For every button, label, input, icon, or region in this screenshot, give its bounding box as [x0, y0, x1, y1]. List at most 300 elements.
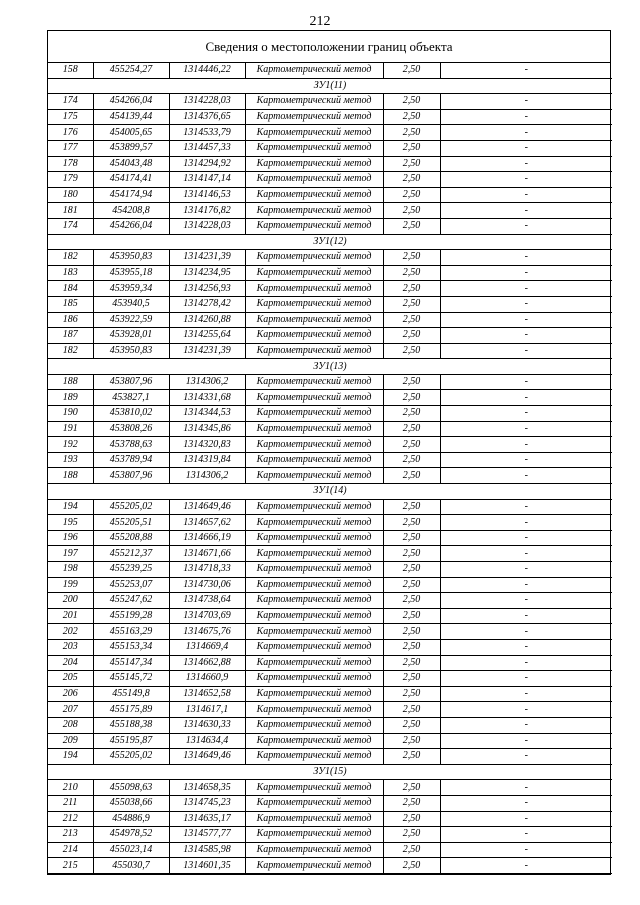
accuracy-cell: 2,50	[383, 671, 440, 687]
table-row	[48, 686, 612, 702]
section-header-row	[48, 234, 612, 250]
accuracy-cell: 2,50	[383, 530, 440, 546]
accuracy-cell: 2,50	[383, 515, 440, 531]
x-coordinate-cell: 455205,02	[93, 499, 169, 515]
x-coordinate-cell: 454208,8	[93, 203, 169, 219]
y-coordinate-cell: 1314649,46	[169, 749, 245, 765]
method-cell: Картометрический метод	[245, 156, 383, 172]
y-coordinate-cell: 1314176,82	[169, 203, 245, 219]
point-number-cell: 191	[48, 421, 93, 437]
y-coordinate-cell: 1314344,53	[169, 406, 245, 422]
point-number-cell: 194	[48, 749, 93, 765]
x-coordinate-cell: 455247,62	[93, 593, 169, 609]
description-cell: -	[440, 858, 612, 874]
x-coordinate-cell: 453950,83	[93, 343, 169, 359]
method-cell: Картометрический метод	[245, 827, 383, 843]
y-coordinate-cell: 1314718,33	[169, 562, 245, 578]
table-row	[48, 406, 612, 422]
point-number-cell: 185	[48, 296, 93, 312]
table-row	[48, 187, 612, 203]
x-coordinate-cell: 453807,96	[93, 374, 169, 390]
y-coordinate-cell: 1314675,76	[169, 624, 245, 640]
point-number-cell: 213	[48, 827, 93, 843]
x-coordinate-cell: 455030,7	[93, 858, 169, 874]
description-cell: -	[440, 702, 612, 718]
accuracy-cell: 2,50	[383, 265, 440, 281]
point-number-cell: 214	[48, 842, 93, 858]
table-row	[48, 499, 612, 515]
y-coordinate-cell: 1314306,2	[169, 468, 245, 484]
table-row	[48, 312, 612, 328]
table-row	[48, 203, 612, 219]
x-coordinate-cell: 455205,02	[93, 749, 169, 765]
accuracy-cell: 2,50	[383, 390, 440, 406]
y-coordinate-cell: 1314376,65	[169, 109, 245, 125]
description-cell: -	[440, 515, 612, 531]
point-number-cell: 193	[48, 452, 93, 468]
description-cell: -	[440, 562, 612, 578]
y-coordinate-cell: 1314255,64	[169, 328, 245, 344]
x-coordinate-cell: 455175,89	[93, 702, 169, 718]
section-label: ЗУ1(14)	[48, 484, 612, 500]
method-cell: Картометрический метод	[245, 63, 383, 78]
description-cell: -	[440, 343, 612, 359]
y-coordinate-cell: 1314446,22	[169, 63, 245, 78]
description-cell: -	[440, 468, 612, 484]
x-coordinate-cell: 453940,5	[93, 296, 169, 312]
accuracy-cell: 2,50	[383, 842, 440, 858]
table-row	[48, 328, 612, 344]
accuracy-cell: 2,50	[383, 749, 440, 765]
table-row	[48, 827, 612, 843]
point-number-cell: 188	[48, 468, 93, 484]
description-cell: -	[440, 452, 612, 468]
description-cell: -	[440, 593, 612, 609]
method-cell: Картометрический метод	[245, 390, 383, 406]
y-coordinate-cell: 1314730,06	[169, 577, 245, 593]
x-coordinate-cell: 454266,04	[93, 218, 169, 234]
y-coordinate-cell: 1314345,86	[169, 421, 245, 437]
accuracy-cell: 2,50	[383, 125, 440, 141]
x-coordinate-cell: 453959,34	[93, 281, 169, 297]
point-number-cell: 176	[48, 125, 93, 141]
x-coordinate-cell: 453950,83	[93, 250, 169, 266]
accuracy-cell: 2,50	[383, 172, 440, 188]
point-number-cell: 202	[48, 624, 93, 640]
table-row	[48, 437, 612, 453]
table-row	[48, 546, 612, 562]
accuracy-cell: 2,50	[383, 811, 440, 827]
y-coordinate-cell: 1314652,58	[169, 686, 245, 702]
y-coordinate-cell: 1314577,77	[169, 827, 245, 843]
point-number-cell: 206	[48, 686, 93, 702]
method-cell: Картометрический метод	[245, 187, 383, 203]
method-cell: Картометрический метод	[245, 312, 383, 328]
y-coordinate-cell: 1314666,19	[169, 530, 245, 546]
description-cell: -	[440, 218, 612, 234]
point-number-cell: 199	[48, 577, 93, 593]
method-cell: Картометрический метод	[245, 858, 383, 874]
table-row	[48, 125, 612, 141]
table-title: Сведения о местоположении границ объекта	[48, 31, 610, 63]
accuracy-cell: 2,50	[383, 343, 440, 359]
table-row	[48, 109, 612, 125]
y-coordinate-cell: 1314601,35	[169, 858, 245, 874]
description-cell: -	[440, 437, 612, 453]
accuracy-cell: 2,50	[383, 780, 440, 796]
method-cell: Картометрический метод	[245, 717, 383, 733]
point-number-cell: 183	[48, 265, 93, 281]
point-number-cell: 177	[48, 140, 93, 156]
description-cell: -	[440, 733, 612, 749]
point-number-cell: 196	[48, 530, 93, 546]
method-cell: Картометрический метод	[245, 406, 383, 422]
table-row	[48, 671, 612, 687]
table-row	[48, 749, 612, 765]
x-coordinate-cell: 453928,01	[93, 328, 169, 344]
description-cell: -	[440, 281, 612, 297]
y-coordinate-cell: 1314278,42	[169, 296, 245, 312]
table-row	[48, 140, 612, 156]
x-coordinate-cell: 453788,63	[93, 437, 169, 453]
accuracy-cell: 2,50	[383, 437, 440, 453]
point-number-cell: 198	[48, 562, 93, 578]
point-number-cell: 158	[48, 63, 93, 78]
accuracy-cell: 2,50	[383, 608, 440, 624]
table-row	[48, 655, 612, 671]
method-cell: Картометрический метод	[245, 452, 383, 468]
description-cell: -	[440, 795, 612, 811]
point-number-cell: 178	[48, 156, 93, 172]
method-cell: Картометрический метод	[245, 530, 383, 546]
method-cell: Картометрический метод	[245, 281, 383, 297]
point-number-cell: 189	[48, 390, 93, 406]
y-coordinate-cell: 1314331,68	[169, 390, 245, 406]
point-number-cell: 208	[48, 717, 93, 733]
description-cell: -	[440, 717, 612, 733]
table-row	[48, 281, 612, 297]
point-number-cell: 187	[48, 328, 93, 344]
method-cell: Картометрический метод	[245, 655, 383, 671]
accuracy-cell: 2,50	[383, 140, 440, 156]
x-coordinate-cell: 453808,26	[93, 421, 169, 437]
description-cell: -	[440, 655, 612, 671]
x-coordinate-cell: 455163,29	[93, 624, 169, 640]
description-cell: -	[440, 125, 612, 141]
point-number-cell: 195	[48, 515, 93, 531]
point-number-cell: 209	[48, 733, 93, 749]
method-cell: Картометрический метод	[245, 203, 383, 219]
point-number-cell: 182	[48, 250, 93, 266]
x-coordinate-cell: 454266,04	[93, 94, 169, 110]
x-coordinate-cell: 455098,63	[93, 780, 169, 796]
y-coordinate-cell: 1314231,39	[169, 250, 245, 266]
accuracy-cell: 2,50	[383, 655, 440, 671]
point-number-cell: 188	[48, 374, 93, 390]
accuracy-cell: 2,50	[383, 499, 440, 515]
table-row	[48, 702, 612, 718]
y-coordinate-cell: 1314147,14	[169, 172, 245, 188]
accuracy-cell: 2,50	[383, 452, 440, 468]
description-cell: -	[440, 686, 612, 702]
table-row	[48, 608, 612, 624]
accuracy-cell: 2,50	[383, 421, 440, 437]
method-cell: Картометрический метод	[245, 343, 383, 359]
y-coordinate-cell: 1314671,66	[169, 546, 245, 562]
x-coordinate-cell: 454978,52	[93, 827, 169, 843]
table-row	[48, 265, 612, 281]
accuracy-cell: 2,50	[383, 63, 440, 78]
point-number-cell: 180	[48, 187, 93, 203]
method-cell: Картометрический метод	[245, 218, 383, 234]
table-row	[48, 562, 612, 578]
y-coordinate-cell: 1314231,39	[169, 343, 245, 359]
description-cell: -	[440, 499, 612, 515]
x-coordinate-cell: 453955,18	[93, 265, 169, 281]
point-number-cell: 203	[48, 639, 93, 655]
description-cell: -	[440, 94, 612, 110]
x-coordinate-cell: 453922,59	[93, 312, 169, 328]
point-number-cell: 179	[48, 172, 93, 188]
point-number-cell: 182	[48, 343, 93, 359]
accuracy-cell: 2,50	[383, 577, 440, 593]
accuracy-cell: 2,50	[383, 156, 440, 172]
description-cell: -	[440, 296, 612, 312]
y-coordinate-cell: 1314319,84	[169, 452, 245, 468]
table-row	[48, 421, 612, 437]
y-coordinate-cell: 1314617,1	[169, 702, 245, 718]
method-cell: Картометрический метод	[245, 172, 383, 188]
method-cell: Картометрический метод	[245, 593, 383, 609]
table-row	[48, 452, 612, 468]
y-coordinate-cell: 1314256,93	[169, 281, 245, 297]
method-cell: Картометрический метод	[245, 140, 383, 156]
accuracy-cell: 2,50	[383, 468, 440, 484]
y-coordinate-cell: 1314294,92	[169, 156, 245, 172]
description-cell: -	[440, 671, 612, 687]
x-coordinate-cell: 455023,14	[93, 842, 169, 858]
description-cell: -	[440, 187, 612, 203]
y-coordinate-cell: 1314457,33	[169, 140, 245, 156]
method-cell: Картометрический метод	[245, 265, 383, 281]
accuracy-cell: 2,50	[383, 686, 440, 702]
section-label: ЗУ1(11)	[48, 78, 612, 94]
y-coordinate-cell: 1314657,62	[169, 515, 245, 531]
point-number-cell: 210	[48, 780, 93, 796]
table-row	[48, 733, 612, 749]
y-coordinate-cell: 1314306,2	[169, 374, 245, 390]
accuracy-cell: 2,50	[383, 827, 440, 843]
description-cell: -	[440, 577, 612, 593]
table-row	[48, 858, 612, 874]
description-cell: -	[440, 250, 612, 266]
method-cell: Картометрический метод	[245, 374, 383, 390]
x-coordinate-cell: 454139,44	[93, 109, 169, 125]
x-coordinate-cell: 455038,66	[93, 795, 169, 811]
x-coordinate-cell: 455147,34	[93, 655, 169, 671]
method-cell: Картометрический метод	[245, 421, 383, 437]
accuracy-cell: 2,50	[383, 296, 440, 312]
description-cell: -	[440, 140, 612, 156]
y-coordinate-cell: 1314634,4	[169, 733, 245, 749]
table-row	[48, 296, 612, 312]
table-row	[48, 639, 612, 655]
table-row	[48, 593, 612, 609]
y-coordinate-cell: 1314630,33	[169, 717, 245, 733]
x-coordinate-cell: 455188,38	[93, 717, 169, 733]
method-cell: Картометрический метод	[245, 842, 383, 858]
point-number-cell: 175	[48, 109, 93, 125]
accuracy-cell: 2,50	[383, 593, 440, 609]
accuracy-cell: 2,50	[383, 187, 440, 203]
section-label: ЗУ1(15)	[48, 764, 612, 780]
description-cell: -	[440, 811, 612, 827]
description-cell: -	[440, 265, 612, 281]
point-number-cell: 207	[48, 702, 93, 718]
point-number-cell: 201	[48, 608, 93, 624]
coordinates-table	[48, 63, 612, 874]
description-cell: -	[440, 312, 612, 328]
accuracy-cell: 2,50	[383, 858, 440, 874]
x-coordinate-cell: 455145,72	[93, 671, 169, 687]
x-coordinate-cell: 455199,28	[93, 608, 169, 624]
point-number-cell: 215	[48, 858, 93, 874]
point-number-cell: 184	[48, 281, 93, 297]
y-coordinate-cell: 1314658,35	[169, 780, 245, 796]
point-number-cell: 212	[48, 811, 93, 827]
method-cell: Картометрический метод	[245, 608, 383, 624]
x-coordinate-cell: 454174,94	[93, 187, 169, 203]
x-coordinate-cell: 455205,51	[93, 515, 169, 531]
x-coordinate-cell: 455149,8	[93, 686, 169, 702]
y-coordinate-cell: 1314320,83	[169, 437, 245, 453]
accuracy-cell: 2,50	[383, 203, 440, 219]
table-row	[48, 156, 612, 172]
accuracy-cell: 2,50	[383, 624, 440, 640]
point-number-cell: 205	[48, 671, 93, 687]
description-cell: -	[440, 63, 612, 78]
point-number-cell: 174	[48, 94, 93, 110]
method-cell: Картометрический метод	[245, 94, 383, 110]
description-cell: -	[440, 639, 612, 655]
method-cell: Картометрический метод	[245, 702, 383, 718]
table-row	[48, 218, 612, 234]
description-cell: -	[440, 156, 612, 172]
method-cell: Картометрический метод	[245, 686, 383, 702]
x-coordinate-cell: 454886,9	[93, 811, 169, 827]
section-label: ЗУ1(12)	[48, 234, 612, 250]
method-cell: Картометрический метод	[245, 795, 383, 811]
y-coordinate-cell: 1314745,23	[169, 795, 245, 811]
x-coordinate-cell: 455254,27	[93, 63, 169, 78]
x-coordinate-cell: 455208,88	[93, 530, 169, 546]
table-row	[48, 577, 612, 593]
method-cell: Картометрический метод	[245, 499, 383, 515]
description-cell: -	[440, 546, 612, 562]
accuracy-cell: 2,50	[383, 109, 440, 125]
description-cell: -	[440, 172, 612, 188]
x-coordinate-cell: 453899,57	[93, 140, 169, 156]
table-row	[48, 468, 612, 484]
accuracy-cell: 2,50	[383, 94, 440, 110]
point-number-cell: 194	[48, 499, 93, 515]
table-row	[48, 94, 612, 110]
boundary-table-sheet	[47, 30, 611, 875]
table-row	[48, 250, 612, 266]
description-cell: -	[440, 827, 612, 843]
y-coordinate-cell: 1314635,17	[169, 811, 245, 827]
section-header-row	[48, 484, 612, 500]
x-coordinate-cell: 453827,1	[93, 390, 169, 406]
method-cell: Картометрический метод	[245, 733, 383, 749]
y-coordinate-cell: 1314669,4	[169, 639, 245, 655]
table-row	[48, 717, 612, 733]
accuracy-cell: 2,50	[383, 702, 440, 718]
point-number-cell: 186	[48, 312, 93, 328]
y-coordinate-cell: 1314228,03	[169, 94, 245, 110]
description-cell: -	[440, 374, 612, 390]
x-coordinate-cell: 453810,02	[93, 406, 169, 422]
description-cell: -	[440, 203, 612, 219]
description-cell: -	[440, 749, 612, 765]
table-row	[48, 343, 612, 359]
table-row	[48, 172, 612, 188]
description-cell: -	[440, 842, 612, 858]
section-header-row	[48, 764, 612, 780]
accuracy-cell: 2,50	[383, 281, 440, 297]
y-coordinate-cell: 1314738,64	[169, 593, 245, 609]
description-cell: -	[440, 624, 612, 640]
method-cell: Картометрический метод	[245, 780, 383, 796]
method-cell: Картометрический метод	[245, 671, 383, 687]
table-row	[48, 811, 612, 827]
accuracy-cell: 2,50	[383, 218, 440, 234]
x-coordinate-cell: 454043,48	[93, 156, 169, 172]
accuracy-cell: 2,50	[383, 562, 440, 578]
point-number-cell: 190	[48, 406, 93, 422]
description-cell: -	[440, 608, 612, 624]
method-cell: Картометрический метод	[245, 577, 383, 593]
y-coordinate-cell: 1314234,95	[169, 265, 245, 281]
method-cell: Картометрический метод	[245, 546, 383, 562]
y-coordinate-cell: 1314649,46	[169, 499, 245, 515]
method-cell: Картометрический метод	[245, 250, 383, 266]
table-row	[48, 374, 612, 390]
description-cell: -	[440, 109, 612, 125]
table-row	[48, 530, 612, 546]
accuracy-cell: 2,50	[383, 312, 440, 328]
y-coordinate-cell: 1314146,53	[169, 187, 245, 203]
method-cell: Картометрический метод	[245, 437, 383, 453]
method-cell: Картометрический метод	[245, 125, 383, 141]
point-number-cell: 211	[48, 795, 93, 811]
description-cell: -	[440, 390, 612, 406]
method-cell: Картометрический метод	[245, 749, 383, 765]
description-cell: -	[440, 328, 612, 344]
x-coordinate-cell: 455153,34	[93, 639, 169, 655]
method-cell: Картометрический метод	[245, 515, 383, 531]
table-row	[48, 780, 612, 796]
y-coordinate-cell: 1314660,9	[169, 671, 245, 687]
x-coordinate-cell: 453789,94	[93, 452, 169, 468]
table-row	[48, 390, 612, 406]
table-row	[48, 515, 612, 531]
x-coordinate-cell: 455212,37	[93, 546, 169, 562]
y-coordinate-cell: 1314703,69	[169, 608, 245, 624]
y-coordinate-cell: 1314533,79	[169, 125, 245, 141]
point-number-cell: 204	[48, 655, 93, 671]
method-cell: Картометрический метод	[245, 328, 383, 344]
